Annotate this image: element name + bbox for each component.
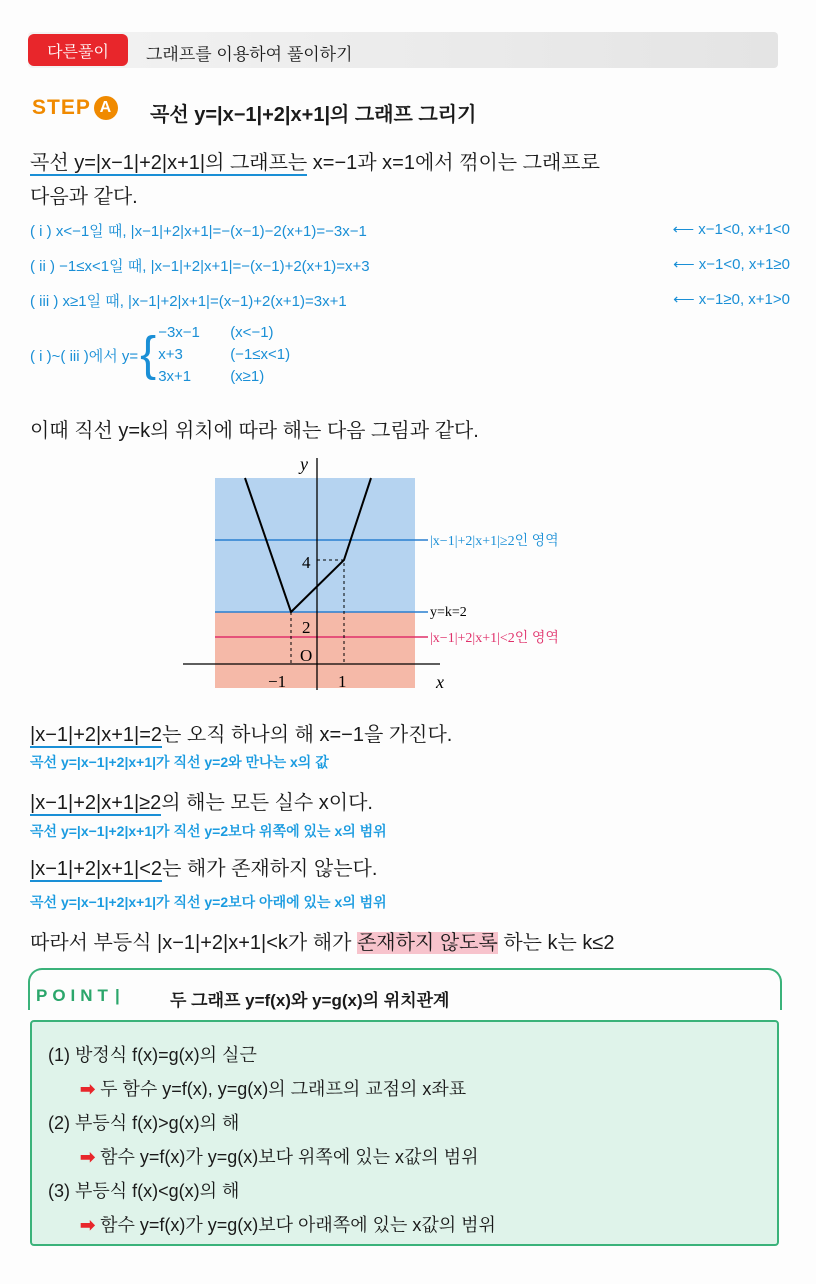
conclusion-highlight: 존재하지 않도록 (356, 932, 498, 954)
step-title: 곡선 y=|x−1|+2|x+1|의 그래프 그리기 (150, 104, 477, 126)
tick-1: 1 (338, 672, 347, 691)
point-box (30, 1020, 779, 1246)
point-label (36, 986, 120, 1006)
region-below (215, 612, 415, 688)
region-above (215, 478, 415, 612)
alt-solution-badge: 다른풀이 (28, 34, 128, 66)
header-title: 그래프를 이용하여 풀이하기 (146, 45, 353, 64)
result-1-text: 는 오직 하나의 해 x=−1을 가진다. (162, 724, 453, 746)
step-text: STEP (32, 96, 91, 119)
piece-cond: (−1≤x<1) (230, 346, 291, 363)
case-2-row (30, 255, 790, 276)
sub-text: 함수 y=f(x)가 y=g(x)보다 아래쪽에 있는 x값의 범위 (100, 1215, 496, 1235)
tick-4: 4 (302, 553, 311, 572)
case-1-row (30, 220, 790, 241)
result-3-note: 곡선 y=|x−1|+2|x+1|가 직선 y=2보다 아래에 있는 x의 범위 (30, 894, 387, 910)
piece-cond: (x<−1) (230, 324, 274, 341)
point-item-2: (2) 부등식 f(x)>g(x)의 해 (48, 1113, 240, 1133)
result-2-note: 곡선 y=|x−1|+2|x+1|가 직선 y=2보다 위쪽에 있는 x의 범위 (30, 823, 387, 839)
point-item-1-sub (48, 1072, 777, 1106)
tick-2: 2 (302, 618, 311, 637)
step-label (32, 96, 118, 120)
point-title: 두 그래프 y=f(x)와 y=g(x)의 위치관계 (170, 991, 450, 1010)
x-axis-label: x (436, 672, 444, 692)
piece-expr: −3x−1 (158, 324, 200, 341)
piece-row (158, 366, 290, 388)
piecewise-prefix: ( i )~( iii )에서 y= (30, 347, 139, 365)
piece-expr: 3x+1 (158, 368, 192, 385)
arrow-icon: ➡ (80, 1079, 101, 1099)
sub-text: 함수 y=f(x)가 y=g(x)보다 위쪽에 있는 x값의 범위 (100, 1147, 479, 1167)
result-2-expr: |x−1|+2|x+1|≥2 (30, 792, 162, 814)
point-divider: | (114, 986, 120, 1005)
intro-line-1 (30, 146, 600, 175)
point-item-3: (3) 부등식 f(x)<g(x)의 해 (48, 1181, 240, 1201)
point-item-2-sub (48, 1140, 777, 1174)
case-3-note: ⟵ x−1≥0, x+1>0 (673, 291, 790, 308)
arrow-icon: ➡ (80, 1147, 101, 1167)
intro-underlined: 곡선 y=|x−1|+2|x+1|의 그래프는 (30, 152, 308, 174)
result-3-text: 는 해가 존재하지 않는다. (162, 858, 378, 880)
point-item-3-sub (48, 1208, 777, 1242)
graph-intro: 이때 직선 y=k의 위치에 따라 해는 다음 그림과 같다. (30, 420, 479, 442)
result-2-text: 의 해는 모든 실수 x이다. (161, 792, 373, 814)
step-letter-badge: A (94, 96, 118, 120)
result-2 (30, 786, 373, 815)
result-1-expr: |x−1|+2|x+1|=2 (30, 724, 162, 746)
piecewise-cases (158, 322, 290, 388)
piece-cond: (x≥1) (230, 368, 265, 385)
conclusion (30, 926, 615, 955)
intro-rest: x=−1과 x=1에서 꺾이는 그래프로 (307, 152, 600, 174)
result-3 (30, 852, 377, 881)
brace: { (140, 328, 157, 381)
ge-region-label: |x−1|+2|x+1|≥2인 영역 (430, 534, 559, 549)
graph (0, 450, 816, 700)
intro-line-2: 다음과 같다. (30, 186, 138, 208)
origin-label: O (300, 646, 313, 665)
case-1: ( i ) x<−1일 때, |x−1|+2|x+1|=−(x−1)−2(x+1)=−3x−1 (30, 223, 367, 240)
case-3: ( iii ) x≥1일 때, |x−1|+2|x+1|=(x−1)+2(x+1)=3x+1 (30, 293, 347, 310)
piece-row (158, 322, 290, 344)
case-2: ( ii ) −1≤x<1일 때, |x−1|+2|x+1|=−(x−1)+2(x+1)=x+3 (30, 258, 370, 275)
tick-minus1: −1 (268, 672, 287, 691)
result-1 (30, 718, 452, 747)
piece-row (158, 344, 290, 366)
lt-region-label: |x−1|+2|x+1|<2인 영역 (430, 631, 559, 646)
sub-text: 두 함수 y=f(x), y=g(x)의 그래프의 교점의 x좌표 (100, 1079, 467, 1099)
point-text: POINT (36, 986, 113, 1005)
case-2-note: ⟵ x−1<0, x+1≥0 (673, 256, 790, 273)
header-bar (28, 32, 778, 68)
piecewise (30, 322, 290, 388)
result-3-expr: |x−1|+2|x+1|<2 (30, 858, 162, 880)
case-3-row (30, 290, 790, 311)
case-1-note: ⟵ x−1<0, x+1<0 (672, 221, 790, 238)
conclusion-post: 하는 k는 k≤2 (497, 932, 615, 954)
piece-expr: x+3 (158, 346, 183, 363)
result-1-note: 곡선 y=|x−1|+2|x+1|가 직선 y=2와 만나는 x의 값 (30, 754, 329, 770)
conclusion-pre: 따라서 부등식 |x−1|+2|x+1|<k가 해가 (30, 932, 357, 954)
arrow-icon: ➡ (80, 1215, 101, 1235)
y-axis-label: y (300, 454, 308, 474)
point-item-1: (1) 방정식 f(x)=g(x)의 실근 (48, 1045, 257, 1065)
k-line-label: y=k=2 (430, 605, 467, 620)
